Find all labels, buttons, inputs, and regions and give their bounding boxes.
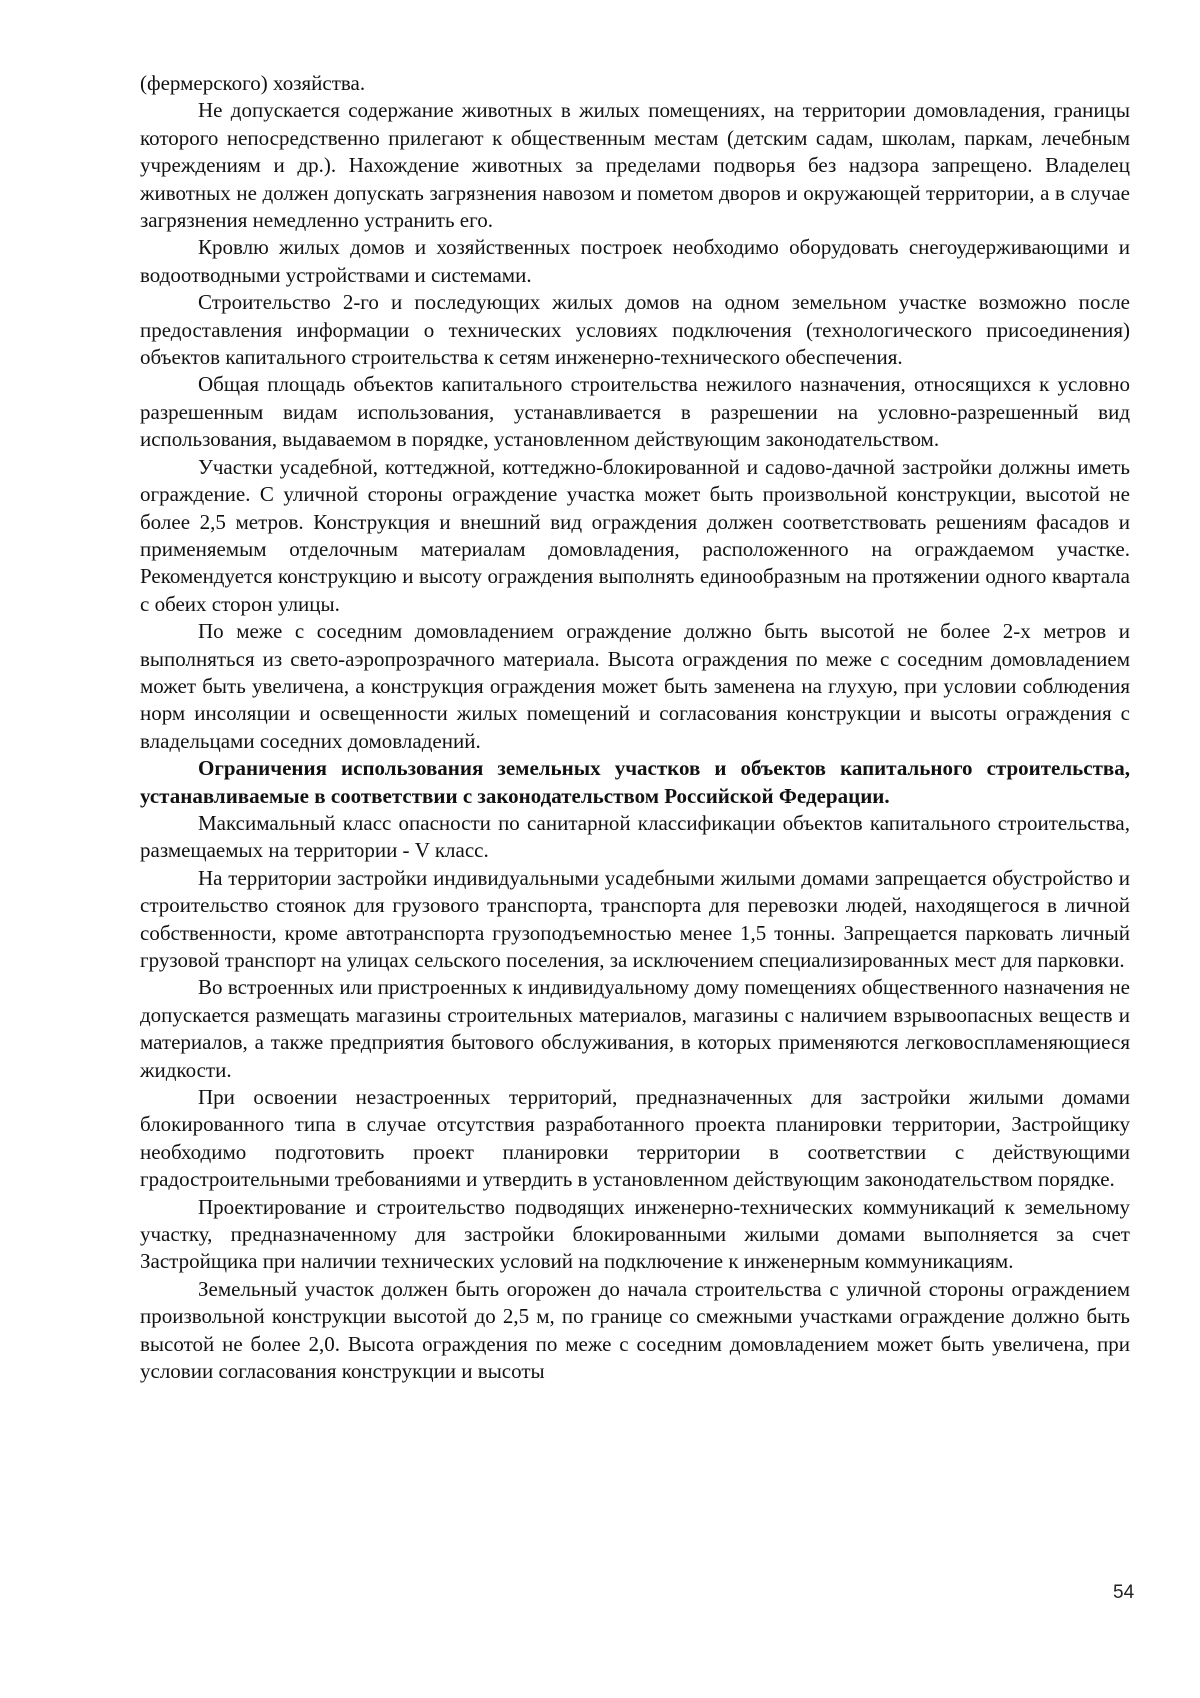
paragraph-total-area: Общая площадь объектов капитального строительства нежилого назначения, относящихся к условно разрешенным видам использования, устанавливается в разрешении на условно-разрешенный вид использования, выдаваемом в порядке, установленном действующим законодательством. [140,372,1130,452]
paragraph-second-house: Строительство 2-го и последующих жилых домов на одном земельном участке возможно после предоставления информации о технических условиях подключения (технологического присоединения) объектов капитального строительства к сетям инженерно-технического обеспечения. [140,290,1130,370]
paragraph-utilities: Проектирование и строительство подводящих инженерно-технических коммуникаций к земельному участку, предназначенному для застройки блокированными жилыми домами выполняется за счет Застройщика при наличии технических условий на подключение к инженерным коммуникациям. [140,1194,1130,1274]
section-heading: Ограничения использования земельных участков и объектов капитального строительства, устанавливаемые в соответствии с законодательством Российской Федерации. [140,756,1130,808]
paragraph-undeveloped-territories: При освоении незастроенных территорий, предназначенных для застройки жилыми домами блокированного типа в случае отсутствия разработанного проекта планировки территории, Застройщику необходимо подготовить проект планировки территории в соответствии с действующими градостроительными требованиями и утвердить в установленном действующим законодательством порядке. [140,1085,1130,1192]
paragraph-boundary-fence: По меже с соседним домовладением ограждение должно быть высотой не более 2-х метров и выполняться из свето-аэропрозрачного материала. Высота ограждения по меже с соседним домовладением может быть увеличена, а конструкция ограждения может быть заменена на глухую, при условии соблюдения норм инсоляции и освещенности жилых помещений и согласования конструкции и высоты ограждения с владельцами соседних домовладений. [140,619,1130,753]
paragraph-parking: На территории застройки индивидуальными усадебными жилыми домами запрещается обустройство и строительство стоянок для грузового транспорта, транспорта для перевозки людей, находящегося в личной собственности, кроме автотранспорта грузоподъемностью менее 1,5 тонны. Запрещается парковать личный грузовой транспорт на улицах сельского поселения, за исключением специализированных мест для парковки. [140,865,1130,972]
page-body [140,70,1130,1386]
paragraph-hazard-class: Максимальный класс опасности по санитарной классификации объектов капитального строительства, размещаемых на территории - V класс. [140,810,1130,863]
paragraph-animals: Не допускается содержание животных в жилых помещениях, на территории домовладения, границы которого непосредственно прилегают к общественным местам (детским садам, школам, паркам, лечебным учреждениям и др.). Нахождение животных за пределами подворья без надзора запрещено. Владелец животных не должен допускать загрязнения навозом и пометом дворов и окружающей территории, а в случае загрязнения немедленно устранить его. [140,98,1130,233]
paragraph-public-premises: Во встроенных или пристроенных к индивидуальному дому помещениях общественного назначения не допускается размещать магазины строительных материалов, магазины с наличием взрывоопасных веществ и материалов, а также предприятия бытового обслуживания, в которых применяются легковоспламеняющиеся жидкости. [140,975,1130,1082]
paragraph-roofing: Кровлю жилых домов и хозяйственных построек необходимо оборудовать снегоудерживающими и водоотводными устройствами и системами. [140,235,1130,287]
paragraph-fencing: Участки усадебной, коттеджной, коттеджно-блокированной и садово-дачной застройки должны иметь ограждение. С уличной стороны ограждение участка может быть произвольной конструкции, высотой не более 2,5 метров. Конструкция и внешний вид ограждения должен соответствовать решениям фасадов и применяемым отделочным материалам домовладения, расположенного на ограждаемом участке. Рекомендуется конструкцию и высоту ограждения выполнять единообразным на протяжении одного квартала с обеих сторон улицы. [140,454,1130,616]
paragraph-site-fence: Земельный участок должен быть огорожен до начала строительства с уличной стороны ограждением произвольной конструкции высотой до 2,5 м, по границе со смежными участками ограждение должно быть высотой не более 2,0. Высота ограждения по меже с соседним домовладением может быть увеличена, при условии согласования конструкции и высоты [140,1276,1130,1384]
page-number: 54 [1113,1582,1135,1603]
paragraph-continuation: (фермерского) хозяйства. [140,71,366,95]
